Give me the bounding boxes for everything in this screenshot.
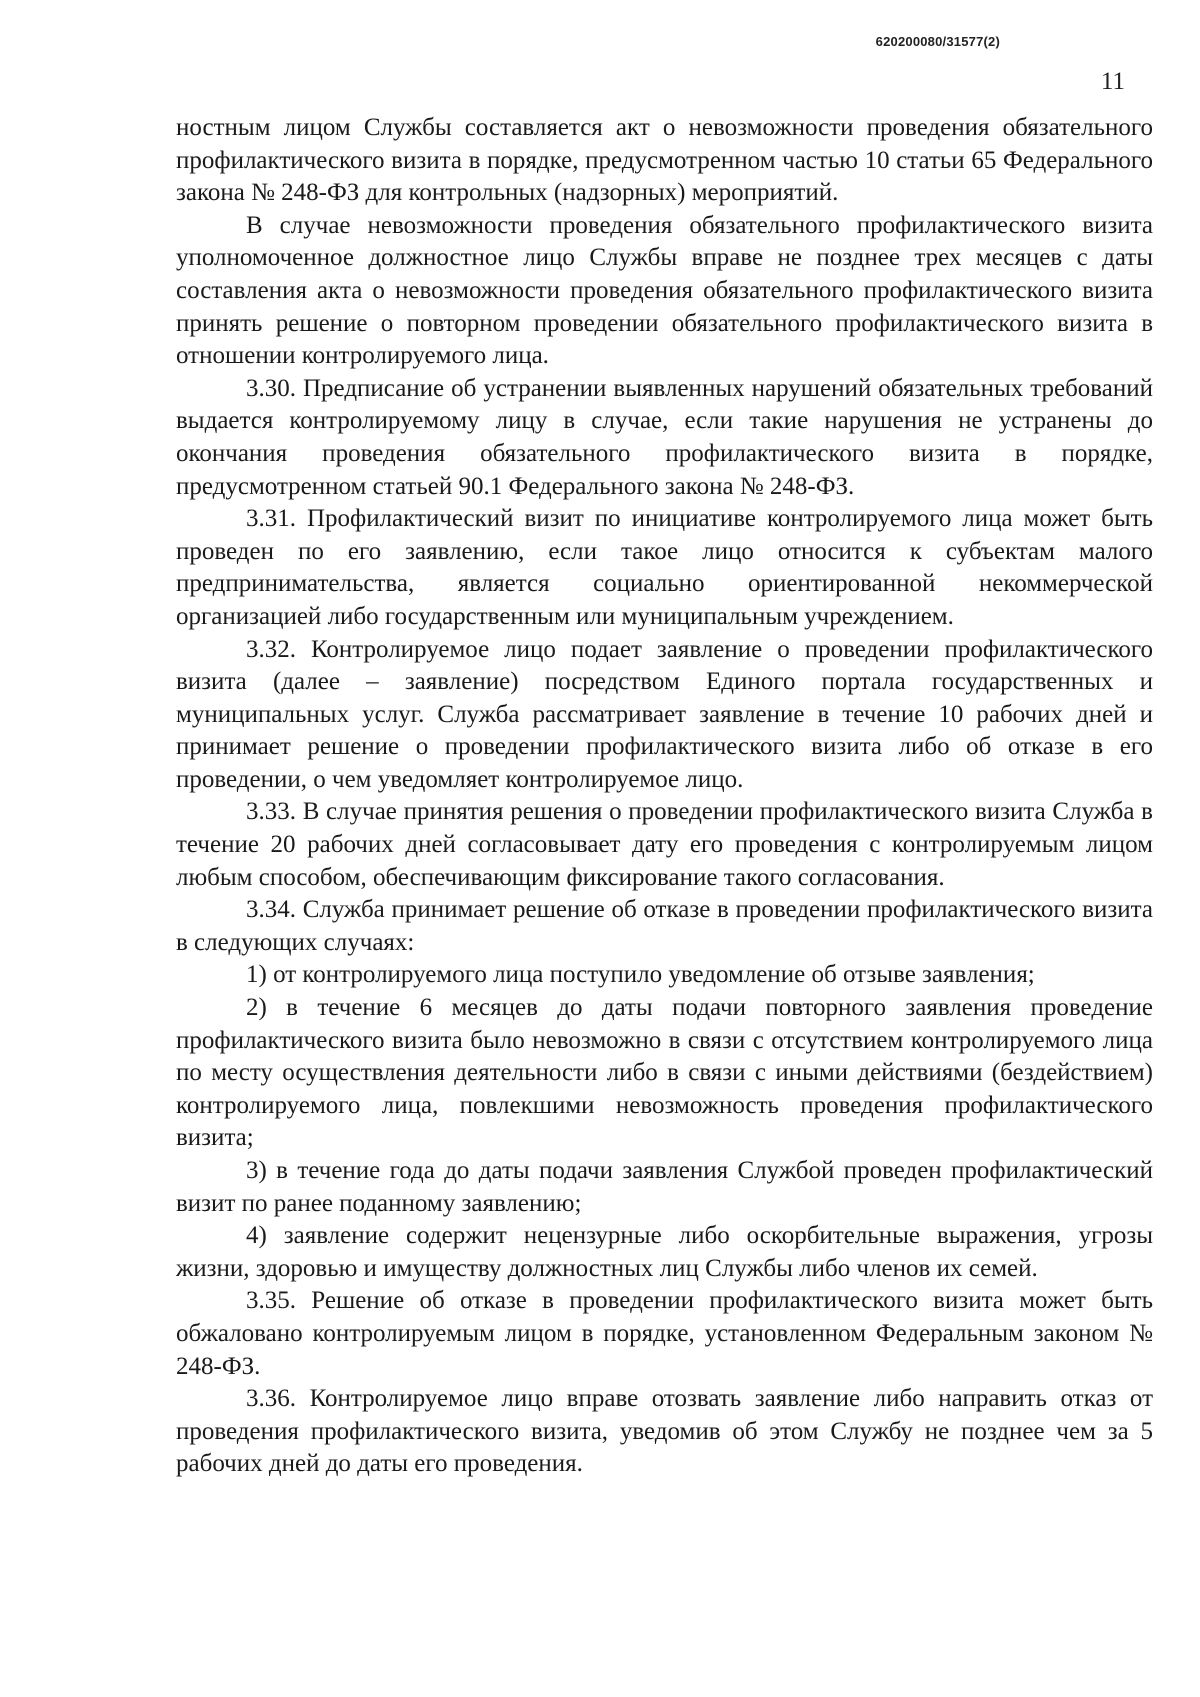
- paragraph-3-34: 3.34. Служба принимает решение об отказе в проведении профилактического визита в следующих случаях:: [176, 896, 1153, 956]
- document-body: [176, 112, 1153, 1481]
- paragraph-3-32: 3.32. Контролируемое лицо подает заявление о проведении профилактического визита (далее – заявление) посредством Единого портала государственных и муниципальных услуг. Служба рассматривает заявление в течение 10 рабочих дней и принимает решение о проведении профилактического визита либо об отказе в его проведении, о чем уведомляет контролируемое лицо.: [176, 635, 1153, 793]
- list-item-2: 2) в течение 6 месяцев до даты подачи повторного заявления проведение профилактического визита было невозможно в связи с отсутствием контролируемого лица по месту осуществления деятельности либо в связи с иными действиями (бездействием) контролируемого лица, повлекшими невозможность проведения профилактического визита;: [176, 994, 1153, 1152]
- paragraph: В случае невозможности проведения обязательного профилактического визита уполномоченное должностное лицо Службы вправе не позднее трех месяцев с даты составления акта о невозможности проведения обязательного профилактического визита принять решение о повторном проведении обязательного профилактического визита в отношении контролируемого лица.: [176, 211, 1153, 370]
- list-item-1: 1) от контролируемого лица поступило уведомление об отзыве заявления;: [246, 961, 1035, 989]
- page-number: 11: [1100, 68, 1125, 95]
- list-item-4: 4) заявление содержит нецензурные либо оскорбительные выражения, угрозы жизни, здоровью и имуществу должностных лиц Службы либо членов их семей.: [176, 1222, 1153, 1282]
- paragraph-continuation: ностным лицом Службы составляется акт о невозможности проведения обязательного профилактического визита в порядке, предусмотренном частью 10 статьи 65 Федерального закона № 248-ФЗ для контрольных (надзорных) мероприятий.: [176, 114, 1153, 207]
- document-id: 620200080/31577(2): [875, 34, 1000, 49]
- paragraph-3-33: 3.33. В случае принятия решения о проведении профилактического визита Служба в течение 20 рабочих дней согласовывает дату его проведения с контролируемым лицом любым способом, обеспечивающим фиксирование такого согласования.: [176, 798, 1153, 891]
- paragraph-3-36: 3.36. Контролируемое лицо вправе отозвать заявление либо направить отказ от проведения профилактического визита, уведомив об этом Службу не позднее чем за 5 рабочих дней до даты его проведения.: [176, 1385, 1153, 1478]
- paragraph-3-31: 3.31. Профилактический визит по инициативе контролируемого лица может быть проведен по его заявлению, если такое лицо относится к субъектам малого предпринимательства, является социально ориентированной некоммерческой организацией либо государственным или муниципальным учреждением.: [176, 505, 1153, 630]
- list-item-3: 3) в течение года до даты подачи заявления Службой проведен профилактический визит по ранее поданному заявлению;: [176, 1157, 1153, 1217]
- paragraph-3-35: 3.35. Решение об отказе в проведении профилактического визита может быть обжаловано контролируемым лицом в порядке, установленном Федеральным законом № 248-ФЗ.: [176, 1287, 1153, 1380]
- paragraph-3-30: 3.30. Предписание об устранении выявленных нарушений обязательных требований выдается контролируемому лицу в случае, если такие нарушения не устранены до окончания проведения обязательного профилактического визита в порядке, предусмотренном статьей 90.1 Федерального закона № 248-ФЗ.: [176, 374, 1153, 500]
